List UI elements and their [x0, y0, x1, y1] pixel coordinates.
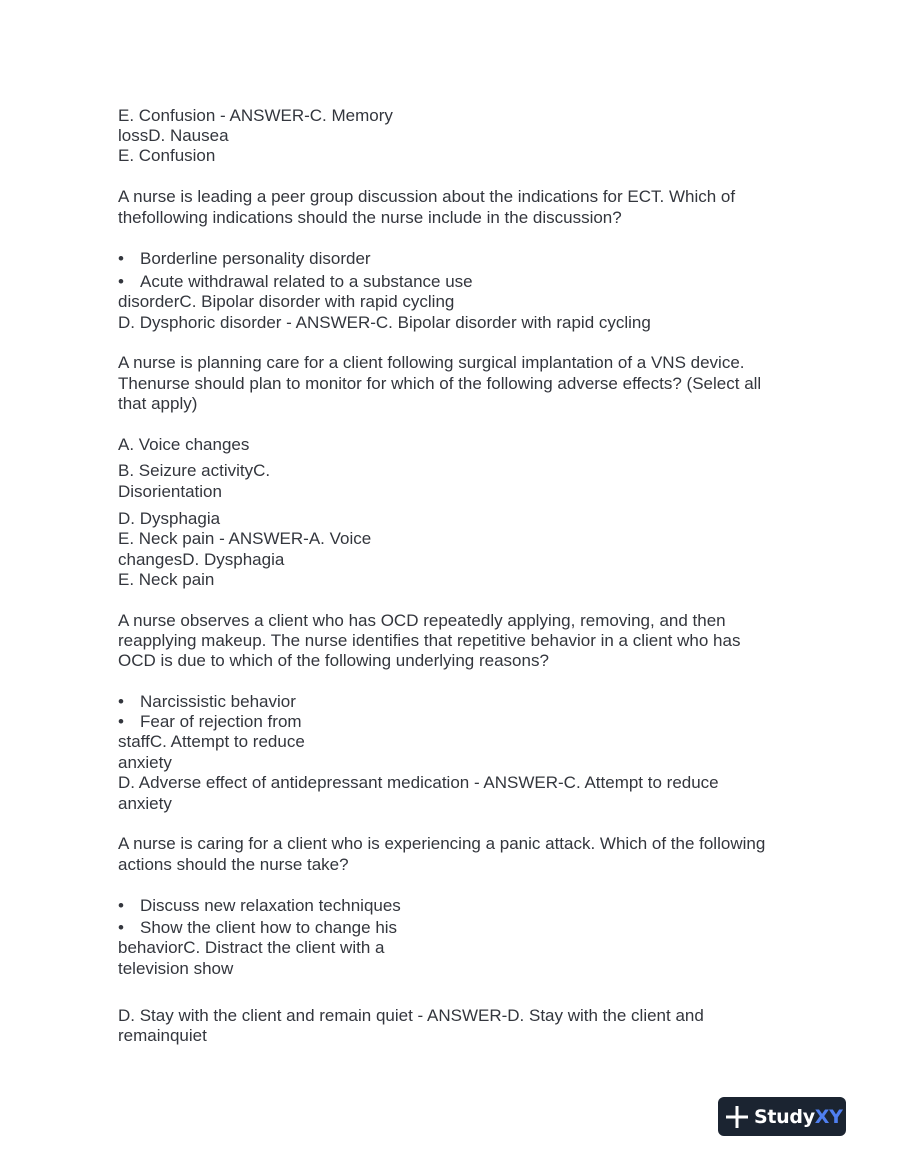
question-text: A nurse observes a client who has OCD repeatedly applying, removing, and then — [118, 611, 726, 630]
answer-line: D. Dysphoric disorder - ANSWER-C. Bipolar disorder with rapid cycling — [118, 313, 651, 332]
question-text: thefollowing indications should the nurse include in the discussion? — [118, 208, 622, 227]
bullet-icon: • — [118, 692, 124, 711]
bullet-item — [118, 692, 296, 712]
bullet-icon: • — [118, 896, 124, 915]
option-line: A. Voice changes — [118, 435, 250, 454]
bullet-item — [118, 896, 401, 916]
studyxy-logo — [718, 1097, 846, 1136]
text-line: staffC. Attempt to reduce — [118, 732, 305, 751]
bullet-item — [118, 918, 397, 938]
question-text: A nurse is leading a peer group discussion about the indications for ECT. Which of — [118, 187, 736, 206]
question-text: A nurse is caring for a client who is experiencing a panic attack. Which of the following — [118, 834, 766, 853]
text-line: remainquiet — [118, 1026, 207, 1045]
text-line: lossD. Nausea — [118, 126, 229, 145]
bullet-item — [118, 712, 302, 732]
text-line: E. Neck pain — [118, 570, 215, 589]
text-line: anxiety — [118, 753, 172, 772]
question-text: A nurse is planning care for a client following surgical implantation of a VNS device. — [118, 353, 745, 372]
text-line: behaviorC. Distract the client with a — [118, 938, 385, 957]
bullet-icon: • — [118, 249, 124, 268]
question-text: that apply) — [118, 394, 198, 413]
text-line: disorderC. Bipolar disorder with rapid cycling — [118, 292, 455, 311]
question-text: Thenurse should plan to monitor for which of the following adverse effects? (Select all — [118, 374, 762, 393]
option-line: B. Seizure activityC. — [118, 461, 271, 480]
answer-line: E. Neck pain - ANSWER-A. Voice — [118, 529, 372, 548]
bullet-text: Borderline personality disorder — [140, 249, 371, 268]
question-text: OCD is due to which of the following underlying reasons? — [118, 651, 549, 670]
bullet-text: Narcissistic behavior — [140, 692, 296, 711]
plus-icon — [726, 1106, 748, 1128]
option-line: D. Dysphagia — [118, 509, 221, 528]
bullet-text: Discuss new relaxation techniques — [140, 896, 401, 915]
question-text: actions should the nurse take? — [118, 855, 349, 874]
text-line: changesD. Dysphagia — [118, 550, 285, 569]
logo-wordmark — [754, 1106, 843, 1128]
bullet-text: Fear of rejection from — [140, 712, 302, 731]
answer-line: D. Stay with the client and remain quiet - ANSWER-D. Stay with the client and — [118, 1006, 704, 1025]
bullet-icon: • — [118, 712, 124, 731]
bullet-icon: • — [118, 272, 124, 291]
question-text: reapplying makeup. The nurse identifies that repetitive behavior in a client who has — [118, 631, 741, 650]
bullet-icon: • — [118, 918, 124, 937]
text-line: anxiety — [118, 794, 172, 813]
bullet-item — [118, 272, 473, 292]
text-line: television show — [118, 959, 234, 978]
logo-accent-text: XY — [814, 1105, 843, 1128]
bullet-text: Acute withdrawal related to a substance use — [140, 272, 473, 291]
bullet-text: Show the client how to change his — [140, 918, 398, 937]
text-line: E. Confusion — [118, 146, 216, 165]
text-line: E. Confusion - ANSWER-C. Memory — [118, 106, 393, 125]
bullet-item — [118, 249, 371, 269]
answer-line: D. Adverse effect of antidepressant medication - ANSWER-C. Attempt to reduce — [118, 773, 719, 792]
option-line: Disorientation — [118, 482, 222, 501]
logo-brand-text: Study — [754, 1105, 815, 1128]
